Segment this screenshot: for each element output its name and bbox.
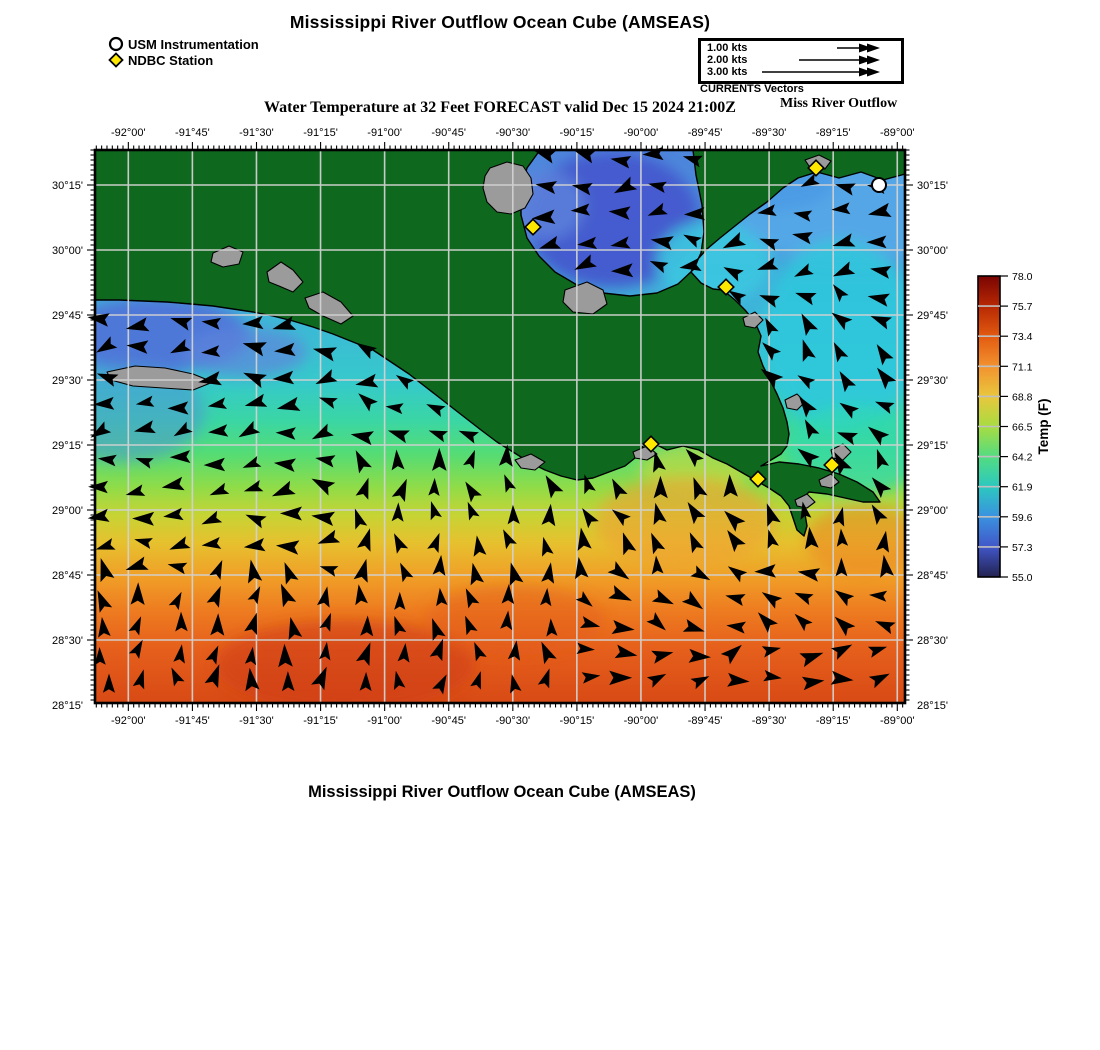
colorbar-tick-label: 61.9 <box>1012 481 1033 494</box>
colorbar-tick-label: 68.8 <box>1012 391 1033 404</box>
vector-speed-label: 2.00 kts <box>707 53 748 66</box>
lon-label-bottom: -91°15' <box>303 715 338 727</box>
lon-label-top: -90°30' <box>495 127 531 139</box>
lat-label-left: 30°00' <box>52 245 83 257</box>
colorbar-tick-label: 66.5 <box>1012 421 1033 434</box>
lon-label-top: -90°45' <box>431 127 467 139</box>
lat-label-right: 28°15' <box>917 700 948 712</box>
lat-label-right: 30°15' <box>917 180 948 192</box>
lon-label-top: -89°00' <box>879 127 915 139</box>
colorbar <box>978 271 1051 584</box>
lon-label-bottom: -91°30' <box>239 715 274 727</box>
lon-label-top: -91°45' <box>175 127 210 139</box>
lat-label-left: 29°30' <box>52 375 83 387</box>
colorbar-tick-label: 71.1 <box>1012 361 1033 374</box>
lon-label-top: -91°30' <box>239 127 274 139</box>
lon-label-top: -89°30' <box>751 127 787 139</box>
lat-label-left: 28°15' <box>52 700 83 712</box>
legend-label-usm: USM Instrumentation <box>128 36 259 52</box>
lon-label-bottom: -89°15' <box>815 715 851 727</box>
lon-label-top: -89°15' <box>815 127 851 139</box>
lon-label-bottom: -89°45' <box>687 715 723 727</box>
lon-label-bottom: -90°30' <box>495 715 531 727</box>
lat-label-left: 29°00' <box>52 505 83 517</box>
footer-title: Mississippi River Outflow Ocean Cube (AMSEAS) <box>308 783 696 801</box>
lat-label-right: 28°30' <box>917 635 948 647</box>
usm-station-marker <box>872 178 886 192</box>
forecast-subtitle: Water Temperature at 32 Feet FORECAST valid Dec 15 2024 21:00Z <box>264 99 736 116</box>
colorbar-tick-label: 78.0 <box>1012 271 1033 283</box>
lon-label-bottom: -91°00' <box>367 715 402 727</box>
region-label: Miss River Outflow <box>780 96 898 111</box>
lon-label-top: -90°15' <box>559 127 595 139</box>
page-title: Mississippi River Outflow Ocean Cube (AMSEAS) <box>289 12 711 32</box>
colorbar-tick-label: 64.2 <box>1012 451 1033 464</box>
lon-label-bottom: -90°45' <box>431 715 467 727</box>
lat-label-right: 28°45' <box>917 570 948 582</box>
lon-label-top: -89°45' <box>687 127 723 139</box>
lon-label-bottom: -89°00' <box>879 715 915 727</box>
lat-label-right: 29°00' <box>917 505 948 517</box>
colorbar-tick-label: 57.3 <box>1012 541 1033 554</box>
lat-label-left: 29°15' <box>52 440 83 452</box>
currents-vectors-caption: CURRENTS Vectors <box>700 83 804 95</box>
lat-label-left: 28°45' <box>52 570 83 582</box>
lon-label-bottom: -90°00' <box>623 715 659 727</box>
lat-label-right: 29°15' <box>917 440 948 452</box>
lon-label-top: -90°00' <box>623 127 659 139</box>
colorbar-tick-label: 73.4 <box>1012 331 1033 344</box>
lat-label-right: 30°00' <box>917 245 948 257</box>
lon-label-top: -92°00' <box>110 127 146 139</box>
lat-label-left: 28°30' <box>52 635 83 647</box>
lon-label-bottom: -91°45' <box>175 715 210 727</box>
vector-speed-label: 1.00 kts <box>707 41 748 54</box>
lon-label-top: -91°15' <box>303 127 338 139</box>
colorbar-title: Temp (F) <box>1036 398 1051 455</box>
lon-label-bottom: -92°00' <box>110 715 146 727</box>
legend-label-ndbc: NDBC Station <box>128 52 214 68</box>
vector-speed-label: 3.00 kts <box>707 65 748 78</box>
colorbar-tick-label: 55.0 <box>1012 572 1033 584</box>
lat-label-left: 29°45' <box>52 310 83 322</box>
lat-label-right: 29°30' <box>917 375 948 387</box>
island <box>483 162 533 214</box>
lon-label-top: -91°00' <box>367 127 402 139</box>
colorbar-tick-label: 75.7 <box>1012 301 1033 314</box>
lat-label-right: 29°45' <box>917 310 948 322</box>
lat-label-left: 30°15' <box>52 180 83 192</box>
lon-label-bottom: -89°30' <box>751 715 787 727</box>
lon-label-bottom: -90°15' <box>559 715 595 727</box>
colorbar-tick-label: 59.6 <box>1012 511 1033 524</box>
